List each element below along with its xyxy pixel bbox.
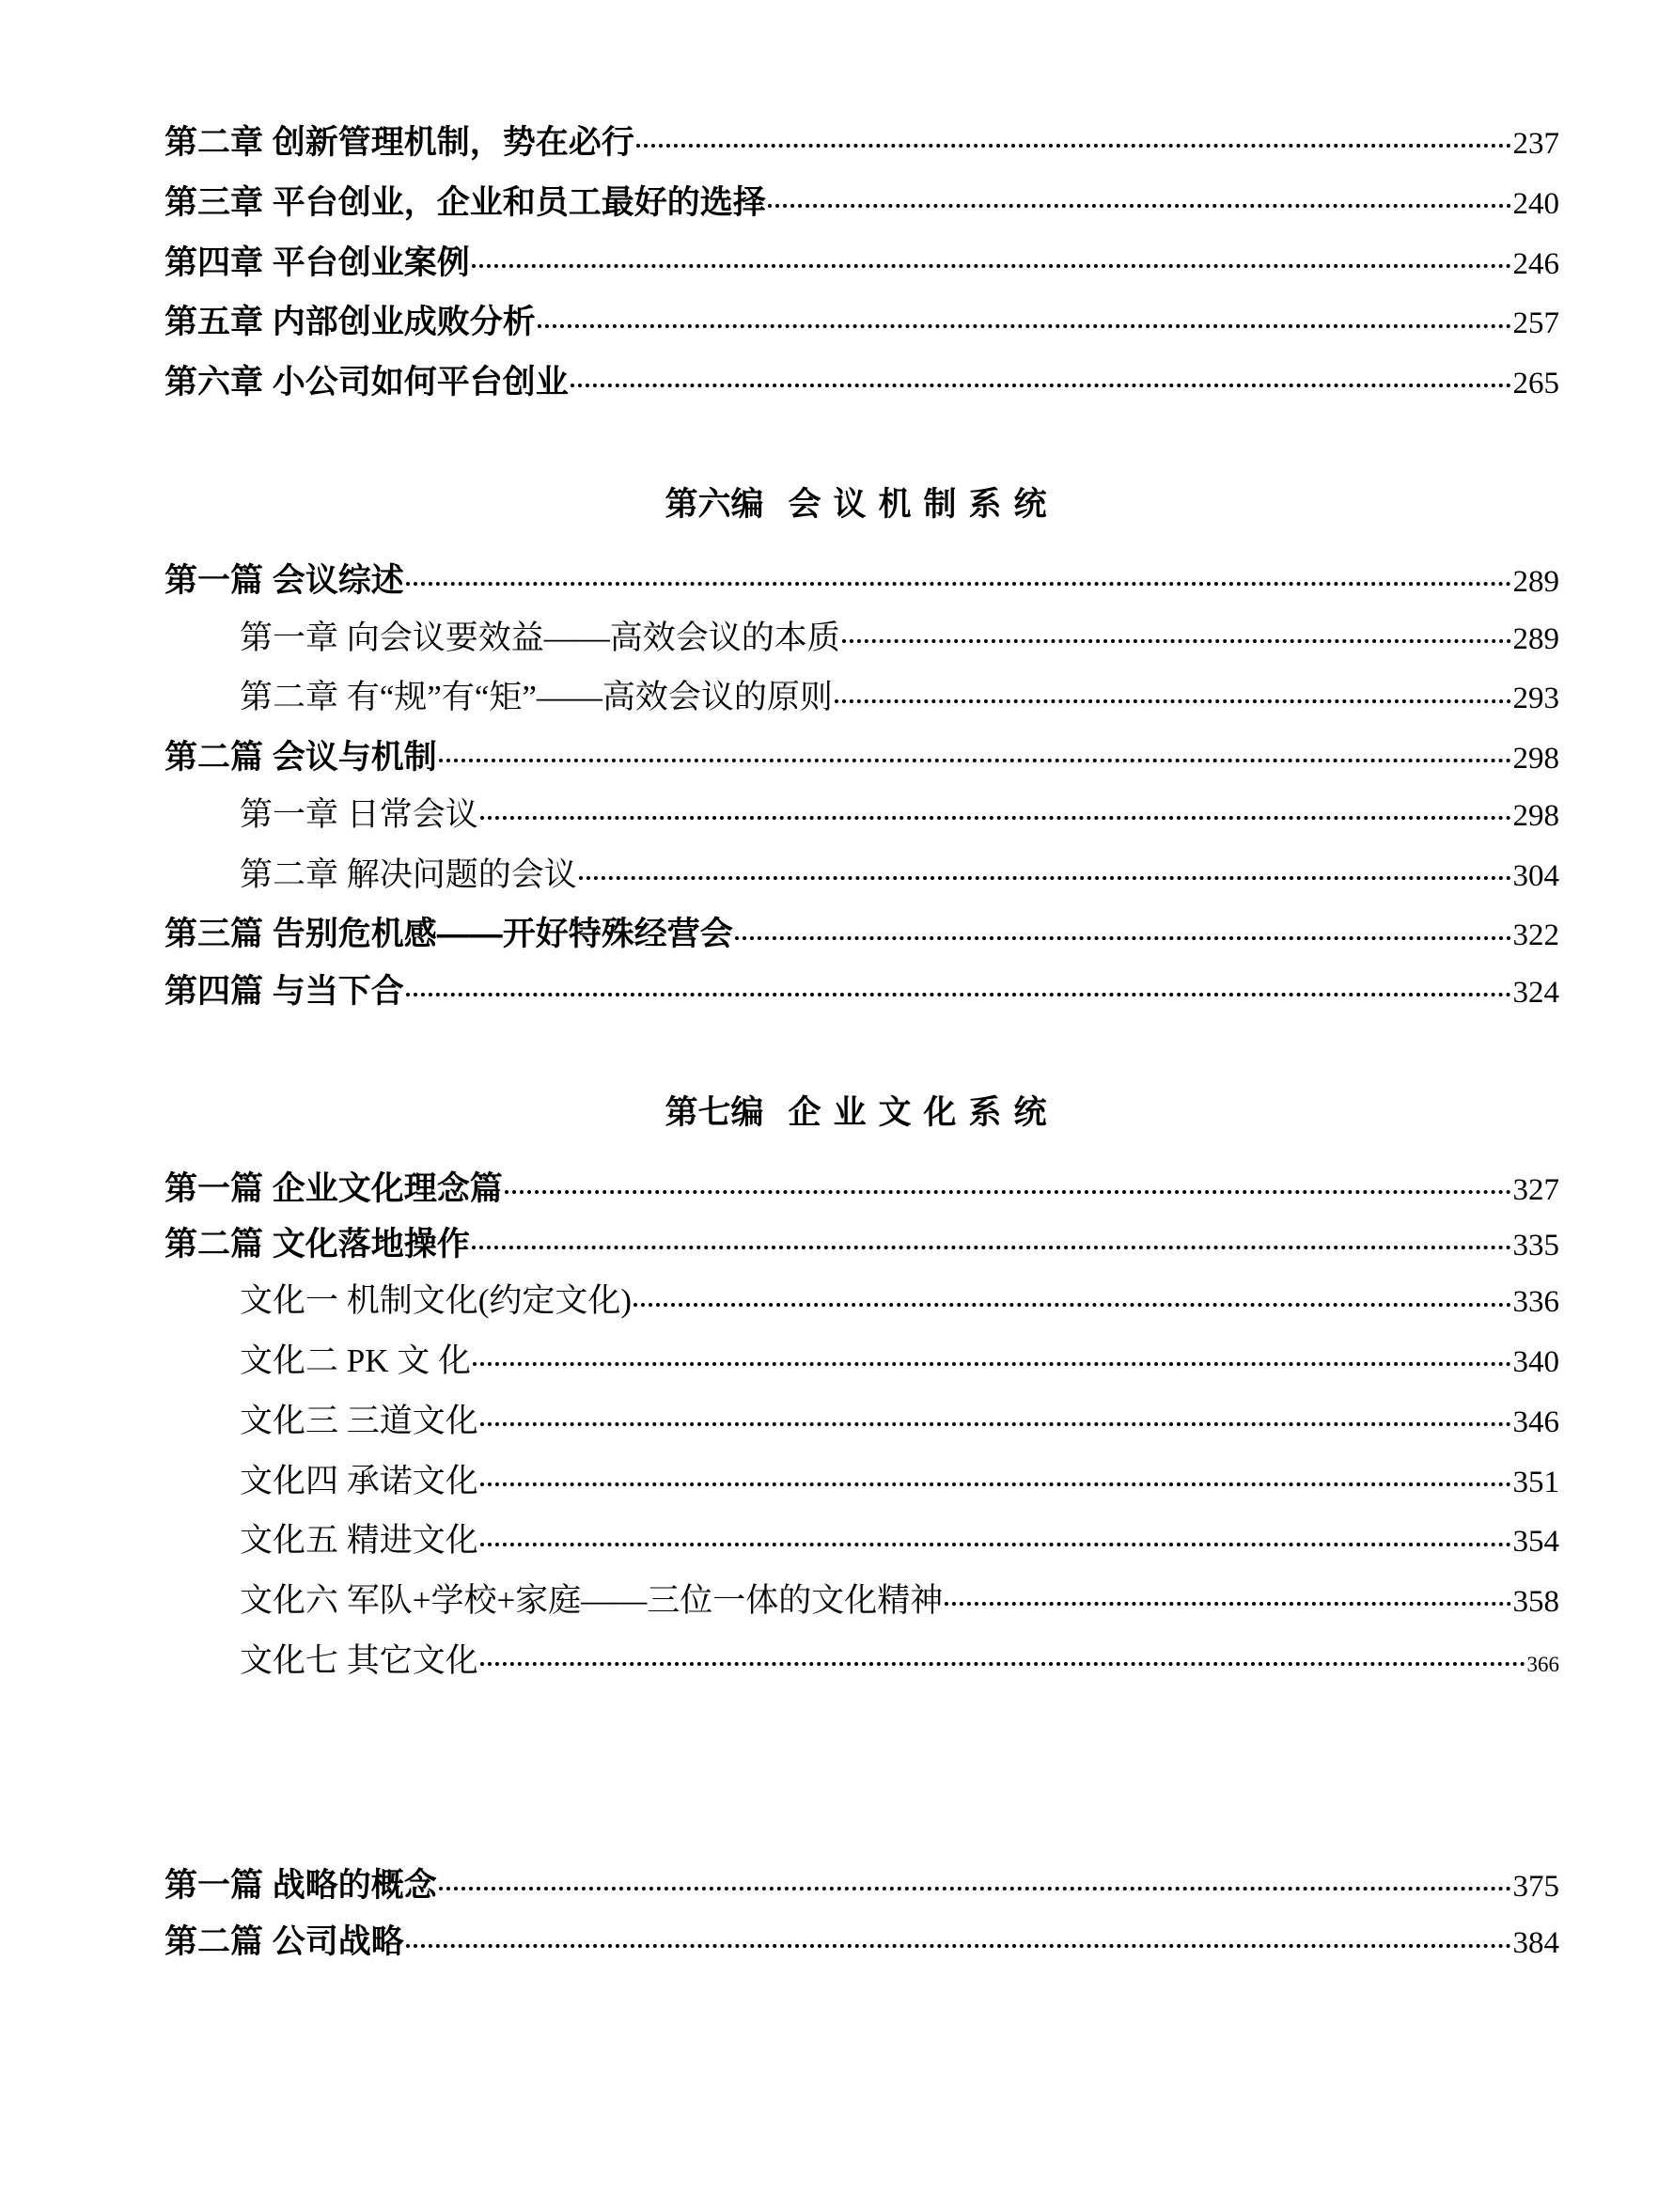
toc-entry[interactable] xyxy=(164,621,1559,656)
toc-entry-title: 第四章 平台创业案例 xyxy=(164,243,470,281)
leader-dots xyxy=(579,858,1511,893)
toc-entry-page: 366 xyxy=(1526,1652,1559,1676)
toc-entry-title: 文化七 其它文化 xyxy=(240,1641,478,1679)
leader-dots xyxy=(636,126,1511,161)
spacer-before-part-six xyxy=(164,426,1559,488)
leader-dots xyxy=(406,975,1511,1010)
toc-entry-page: 324 xyxy=(1512,976,1559,1010)
toc-entry-title: 第一篇 会议综述 xyxy=(164,561,404,599)
toc-entry[interactable] xyxy=(164,1641,1559,1679)
leader-dots xyxy=(480,1404,1511,1439)
toc-entry[interactable] xyxy=(164,1344,1559,1379)
toc-entry-title: 文化一 机制文化(约定文化) xyxy=(240,1282,633,1320)
part-heading-six xyxy=(164,485,1559,523)
toc-entry-title: 文化四 承诺文化 xyxy=(240,1462,478,1499)
toc-entry-page: 336 xyxy=(1512,1285,1559,1320)
toc-entry-page: 358 xyxy=(1512,1585,1559,1619)
toc-entry[interactable] xyxy=(164,1584,1559,1619)
leader-dots xyxy=(768,186,1511,221)
top-spacer xyxy=(164,0,1559,126)
toc-entry-page: 351 xyxy=(1512,1465,1559,1499)
part-heading-number: 第七编 xyxy=(665,1093,764,1131)
toc-entry-title: 第二篇 会议与机制 xyxy=(164,739,437,776)
toc-entry-page: 293 xyxy=(1512,682,1559,716)
toc-entry[interactable] xyxy=(164,975,1559,1010)
leader-dots xyxy=(505,1172,1511,1207)
spacer-after-part-six-heading xyxy=(164,521,1559,564)
toc-entry-page: 246 xyxy=(1512,246,1559,281)
toc-entry[interactable] xyxy=(164,1866,1559,1904)
toc-entry-title: 文化二 PK 文 化 xyxy=(240,1342,471,1379)
leader-dots xyxy=(406,1925,1511,1960)
leader-dots xyxy=(835,681,1511,715)
leader-dots xyxy=(633,1284,1510,1319)
toc-entry-title: 第三篇 告别危机感——开好特殊经营会 xyxy=(164,916,733,953)
toc-entry-page: 289 xyxy=(1512,621,1559,656)
toc-entry[interactable] xyxy=(164,1284,1559,1319)
leader-dots xyxy=(842,621,1511,656)
toc-entry-title: 第六章 小公司如何平台创业 xyxy=(164,364,569,400)
toc-entry[interactable] xyxy=(164,855,1559,893)
tail-entry-list xyxy=(164,1866,1559,1961)
toc-entry[interactable] xyxy=(164,366,1559,400)
leader-dots xyxy=(472,246,1511,281)
toc-entry[interactable] xyxy=(164,681,1559,715)
toc-entry[interactable] xyxy=(164,306,1559,340)
part-seven-entries xyxy=(164,1169,1559,1679)
toc-entry-title: 第三章 平台创业，企业和员工最好的选择 xyxy=(164,183,766,221)
toc-entry-page: 304 xyxy=(1512,858,1559,893)
part-heading-seven xyxy=(164,1093,1559,1131)
toc-entry[interactable] xyxy=(164,561,1559,599)
toc-entry[interactable] xyxy=(164,183,1559,221)
toc-entry-title: 第二篇 公司战略 xyxy=(164,1923,404,1961)
toc-entry-title: 第二章 有“规”有“矩”——高效会议的原则 xyxy=(240,679,833,716)
leader-dots xyxy=(439,1869,1511,1904)
toc-entry-page: 384 xyxy=(1512,1926,1559,1961)
toc-entry[interactable] xyxy=(164,1404,1559,1439)
toc-entry-page: 298 xyxy=(1512,798,1559,833)
toc-entry-title: 第一章 日常会议 xyxy=(240,795,478,833)
toc-entry-page: 322 xyxy=(1512,918,1559,953)
toc-entry-page: 354 xyxy=(1512,1525,1559,1560)
toc-entry[interactable] xyxy=(164,126,1559,161)
leader-dots xyxy=(480,1644,1525,1679)
toc-entry[interactable] xyxy=(164,1925,1559,1960)
toc-entry-page: 375 xyxy=(1512,1869,1559,1904)
toc-entry-page: 240 xyxy=(1512,186,1559,221)
toc-entry-title: 第二章 解决问题的会议 xyxy=(240,855,577,893)
toc-entry-page: 237 xyxy=(1512,127,1559,161)
leader-dots xyxy=(735,918,1511,952)
part-heading-name: 企业文化系统 xyxy=(788,1093,1059,1131)
toc-entry-title: 第二章 创新管理机制，势在必行 xyxy=(164,124,634,161)
leader-dots xyxy=(571,366,1511,400)
toc-entry-page: 289 xyxy=(1512,564,1559,599)
toc-entry-title: 第五章 内部创业成败分析 xyxy=(164,304,536,341)
toc-entry-page: 346 xyxy=(1512,1404,1559,1439)
part-six-entries xyxy=(164,561,1559,1010)
toc-entry[interactable] xyxy=(164,1225,1559,1263)
leader-dots xyxy=(439,741,1511,776)
toc-entry-title: 第二篇 文化落地操作 xyxy=(164,1225,470,1263)
toc-entry-page: 265 xyxy=(1512,367,1559,400)
toc-entry-page: 257 xyxy=(1512,306,1559,341)
leader-dots xyxy=(406,564,1511,599)
toc-entry-title: 文化三 三道文化 xyxy=(240,1402,478,1439)
toc-entry[interactable] xyxy=(164,795,1559,833)
spacer-after-part-seven-heading xyxy=(164,1129,1559,1172)
leader-dots xyxy=(472,1228,1511,1263)
toc-entry-page: 298 xyxy=(1512,742,1559,776)
toc-entry[interactable] xyxy=(164,1169,1559,1207)
leader-dots xyxy=(538,306,1511,340)
toc-entry-title: 第一篇 战略的概念 xyxy=(164,1866,437,1904)
toc-entry-page: 327 xyxy=(1512,1172,1559,1207)
leader-dots xyxy=(480,1524,1511,1559)
part-heading-number: 第六编 xyxy=(665,485,764,523)
toc-entry-title: 第四篇 与当下合 xyxy=(164,973,404,1010)
part-heading-name: 会议机制系统 xyxy=(788,485,1059,523)
spacer-before-part-seven xyxy=(164,1032,1559,1096)
leader-dots xyxy=(473,1344,1511,1379)
toc-entry-title: 文化五 精进文化 xyxy=(240,1522,478,1560)
toc-entry[interactable] xyxy=(164,243,1559,281)
spacer-before-tail-entries xyxy=(164,1704,1559,1869)
toc-entry-title: 第一篇 企业文化理念篇 xyxy=(164,1169,503,1207)
toc-entry[interactable] xyxy=(164,1462,1559,1499)
toc-entry[interactable] xyxy=(164,918,1559,952)
leader-dots xyxy=(480,1465,1511,1499)
toc-entry-page: 340 xyxy=(1512,1345,1559,1379)
leader-dots xyxy=(480,798,1511,833)
toc-entry-title: 文化六 军队+学校+家庭——三位一体的文化精神 xyxy=(240,1582,944,1619)
toc-entry-title: 第一章 向会议要效益——高效会议的本质 xyxy=(240,619,840,656)
leader-dots xyxy=(945,1584,1510,1619)
toc-entry[interactable] xyxy=(164,1524,1559,1559)
top-chapter-list xyxy=(164,126,1559,400)
toc-entry-page: 335 xyxy=(1512,1228,1559,1263)
toc-entry[interactable] xyxy=(164,741,1559,776)
